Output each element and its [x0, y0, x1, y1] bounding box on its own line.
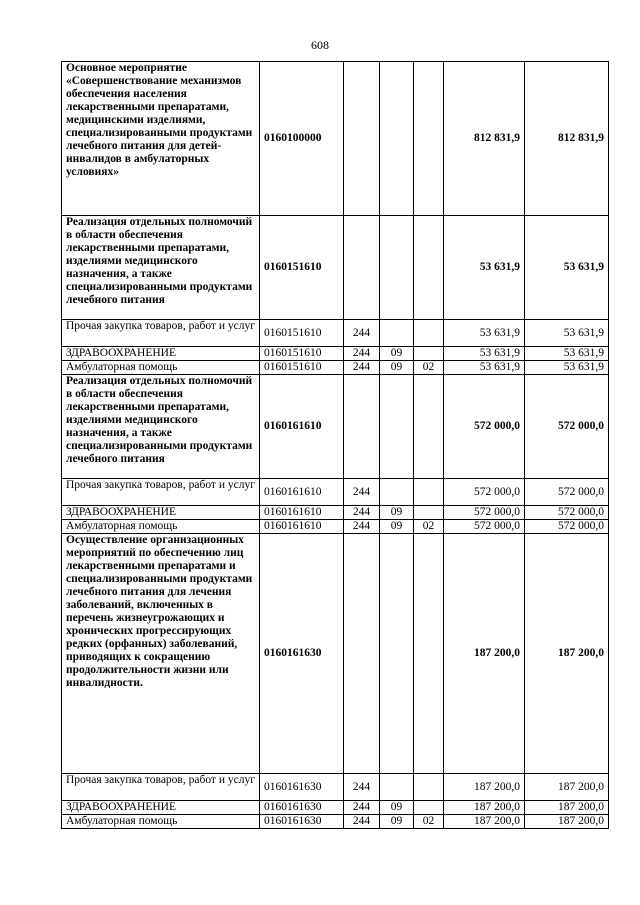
table-row: [62, 361, 609, 375]
code-cell: 0160161630: [260, 534, 344, 774]
vr-cell: 244: [344, 506, 380, 520]
name-cell: Реализация отдельных полномочий в области обеспечения лекарственными препаратами, изделиями медицинского назначения, а также специализированными продуктами лечебного питания: [62, 375, 260, 479]
code-cell: 0160151610: [260, 361, 344, 375]
rz-cell: [380, 774, 414, 801]
pr-cell: [414, 216, 444, 320]
sum2-cell: 187 200,0: [525, 815, 609, 829]
table-row: [62, 815, 609, 829]
rz-cell: 09: [380, 506, 414, 520]
name-cell: Прочая закупка товаров, работ и услуг: [62, 774, 260, 801]
sum1-cell: 187 200,0: [444, 774, 525, 801]
sum2-cell: 572 000,0: [525, 506, 609, 520]
table-row: [62, 320, 609, 347]
pr-cell: [414, 320, 444, 347]
sum2-cell: 572 000,0: [525, 520, 609, 534]
rz-cell: [380, 216, 414, 320]
name-cell: Амбулаторная помощь: [62, 815, 260, 829]
code-cell: 0160161610: [260, 506, 344, 520]
page-number: 608: [311, 38, 329, 52]
rz-cell: [380, 320, 414, 347]
rz-cell: [380, 62, 414, 216]
vr-cell: 244: [344, 815, 380, 829]
name-cell: ЗДРАВООХРАНЕНИЕ: [62, 801, 260, 815]
vr-cell: 244: [344, 347, 380, 361]
sum1-cell: 572 000,0: [444, 506, 525, 520]
code-cell: 0160151610: [260, 216, 344, 320]
pr-cell: [414, 506, 444, 520]
sum1-cell: 53 631,9: [444, 361, 525, 375]
sum2-cell: 572 000,0: [525, 375, 609, 479]
sum1-cell: 187 200,0: [444, 801, 525, 815]
table-row: [62, 479, 609, 506]
rz-cell: 09: [380, 520, 414, 534]
code-cell: 0160100000: [260, 62, 344, 216]
pr-cell: 02: [414, 361, 444, 375]
name-cell: Основное мероприятие «Совершенствование механизмов обеспечения населения лекарственными препаратами, медицинскими изделиями, специализированными продуктами лечебного питания для детей-инвалидов в амбулаторных условиях»: [62, 62, 260, 216]
name-cell: Прочая закупка товаров, работ и услуг: [62, 320, 260, 347]
code-cell: 0160151610: [260, 347, 344, 361]
code-cell: 0160161630: [260, 815, 344, 829]
rz-cell: 09: [380, 801, 414, 815]
name-cell: ЗДРАВООХРАНЕНИЕ: [62, 506, 260, 520]
sum1-cell: 187 200,0: [444, 534, 525, 774]
table-row: [62, 774, 609, 801]
pr-cell: [414, 347, 444, 361]
pr-cell: [414, 534, 444, 774]
pr-cell: [414, 479, 444, 506]
code-cell: 0160161610: [260, 520, 344, 534]
table-row: [62, 520, 609, 534]
vr-cell: [344, 375, 380, 479]
pr-cell: [414, 375, 444, 479]
sum2-cell: 187 200,0: [525, 534, 609, 774]
pr-cell: 02: [414, 520, 444, 534]
name-cell: Осуществление организационных мероприятий по обеспечению лиц лекарственными препаратами и специализированными продуктами лечебного питания для лечения заболеваний, включенных в перечень жизнеугрожающих и хронических прогрессирующих редких (орфанных) заболеваний, приводящих к сокращению продолжительности жизни или инвалидности.: [62, 534, 260, 774]
table-row: [62, 375, 609, 479]
sum1-cell: 187 200,0: [444, 815, 525, 829]
sum2-cell: 53 631,9: [525, 320, 609, 347]
pr-cell: 02: [414, 815, 444, 829]
sum2-cell: 812 831,9: [525, 62, 609, 216]
rz-cell: [380, 534, 414, 774]
name-cell: Амбулаторная помощь: [62, 361, 260, 375]
sum2-cell: 53 631,9: [525, 216, 609, 320]
sum1-cell: 53 631,9: [444, 320, 525, 347]
sum2-cell: 187 200,0: [525, 801, 609, 815]
name-cell: Прочая закупка товаров, работ и услуг: [62, 479, 260, 506]
vr-cell: 244: [344, 801, 380, 815]
name-cell: Реализация отдельных полномочий в области обеспечения лекарственными препаратами, изделиями медицинского назначения, а также специализированными продуктами лечебного питания: [62, 216, 260, 320]
sum1-cell: 53 631,9: [444, 347, 525, 361]
sum1-cell: 53 631,9: [444, 216, 525, 320]
pr-cell: [414, 774, 444, 801]
table-row: [62, 801, 609, 815]
vr-cell: [344, 62, 380, 216]
sum1-cell: 572 000,0: [444, 375, 525, 479]
table-row: [62, 347, 609, 361]
table-row: [62, 506, 609, 520]
vr-cell: 244: [344, 479, 380, 506]
code-cell: 0160161630: [260, 774, 344, 801]
sum1-cell: 572 000,0: [444, 520, 525, 534]
sum2-cell: 53 631,9: [525, 347, 609, 361]
sum1-cell: 812 831,9: [444, 62, 525, 216]
rz-cell: 09: [380, 361, 414, 375]
name-cell: Амбулаторная помощь: [62, 520, 260, 534]
rz-cell: [380, 479, 414, 506]
budget-table: [61, 61, 609, 829]
rz-cell: 09: [380, 815, 414, 829]
rz-cell: 09: [380, 347, 414, 361]
vr-cell: 244: [344, 361, 380, 375]
sum2-cell: 187 200,0: [525, 774, 609, 801]
sum2-cell: 53 631,9: [525, 361, 609, 375]
vr-cell: 244: [344, 320, 380, 347]
vr-cell: 244: [344, 774, 380, 801]
name-cell: ЗДРАВООХРАНЕНИЕ: [62, 347, 260, 361]
table-row: [62, 216, 609, 320]
vr-cell: [344, 216, 380, 320]
code-cell: 0160161610: [260, 375, 344, 479]
rz-cell: [380, 375, 414, 479]
pr-cell: [414, 62, 444, 216]
vr-cell: [344, 534, 380, 774]
code-cell: 0160161610: [260, 479, 344, 506]
code-cell: 0160151610: [260, 320, 344, 347]
sum1-cell: 572 000,0: [444, 479, 525, 506]
table-row: [62, 62, 609, 216]
table-row: [62, 534, 609, 774]
code-cell: 0160161630: [260, 801, 344, 815]
sum2-cell: 572 000,0: [525, 479, 609, 506]
pr-cell: [414, 801, 444, 815]
vr-cell: 244: [344, 520, 380, 534]
